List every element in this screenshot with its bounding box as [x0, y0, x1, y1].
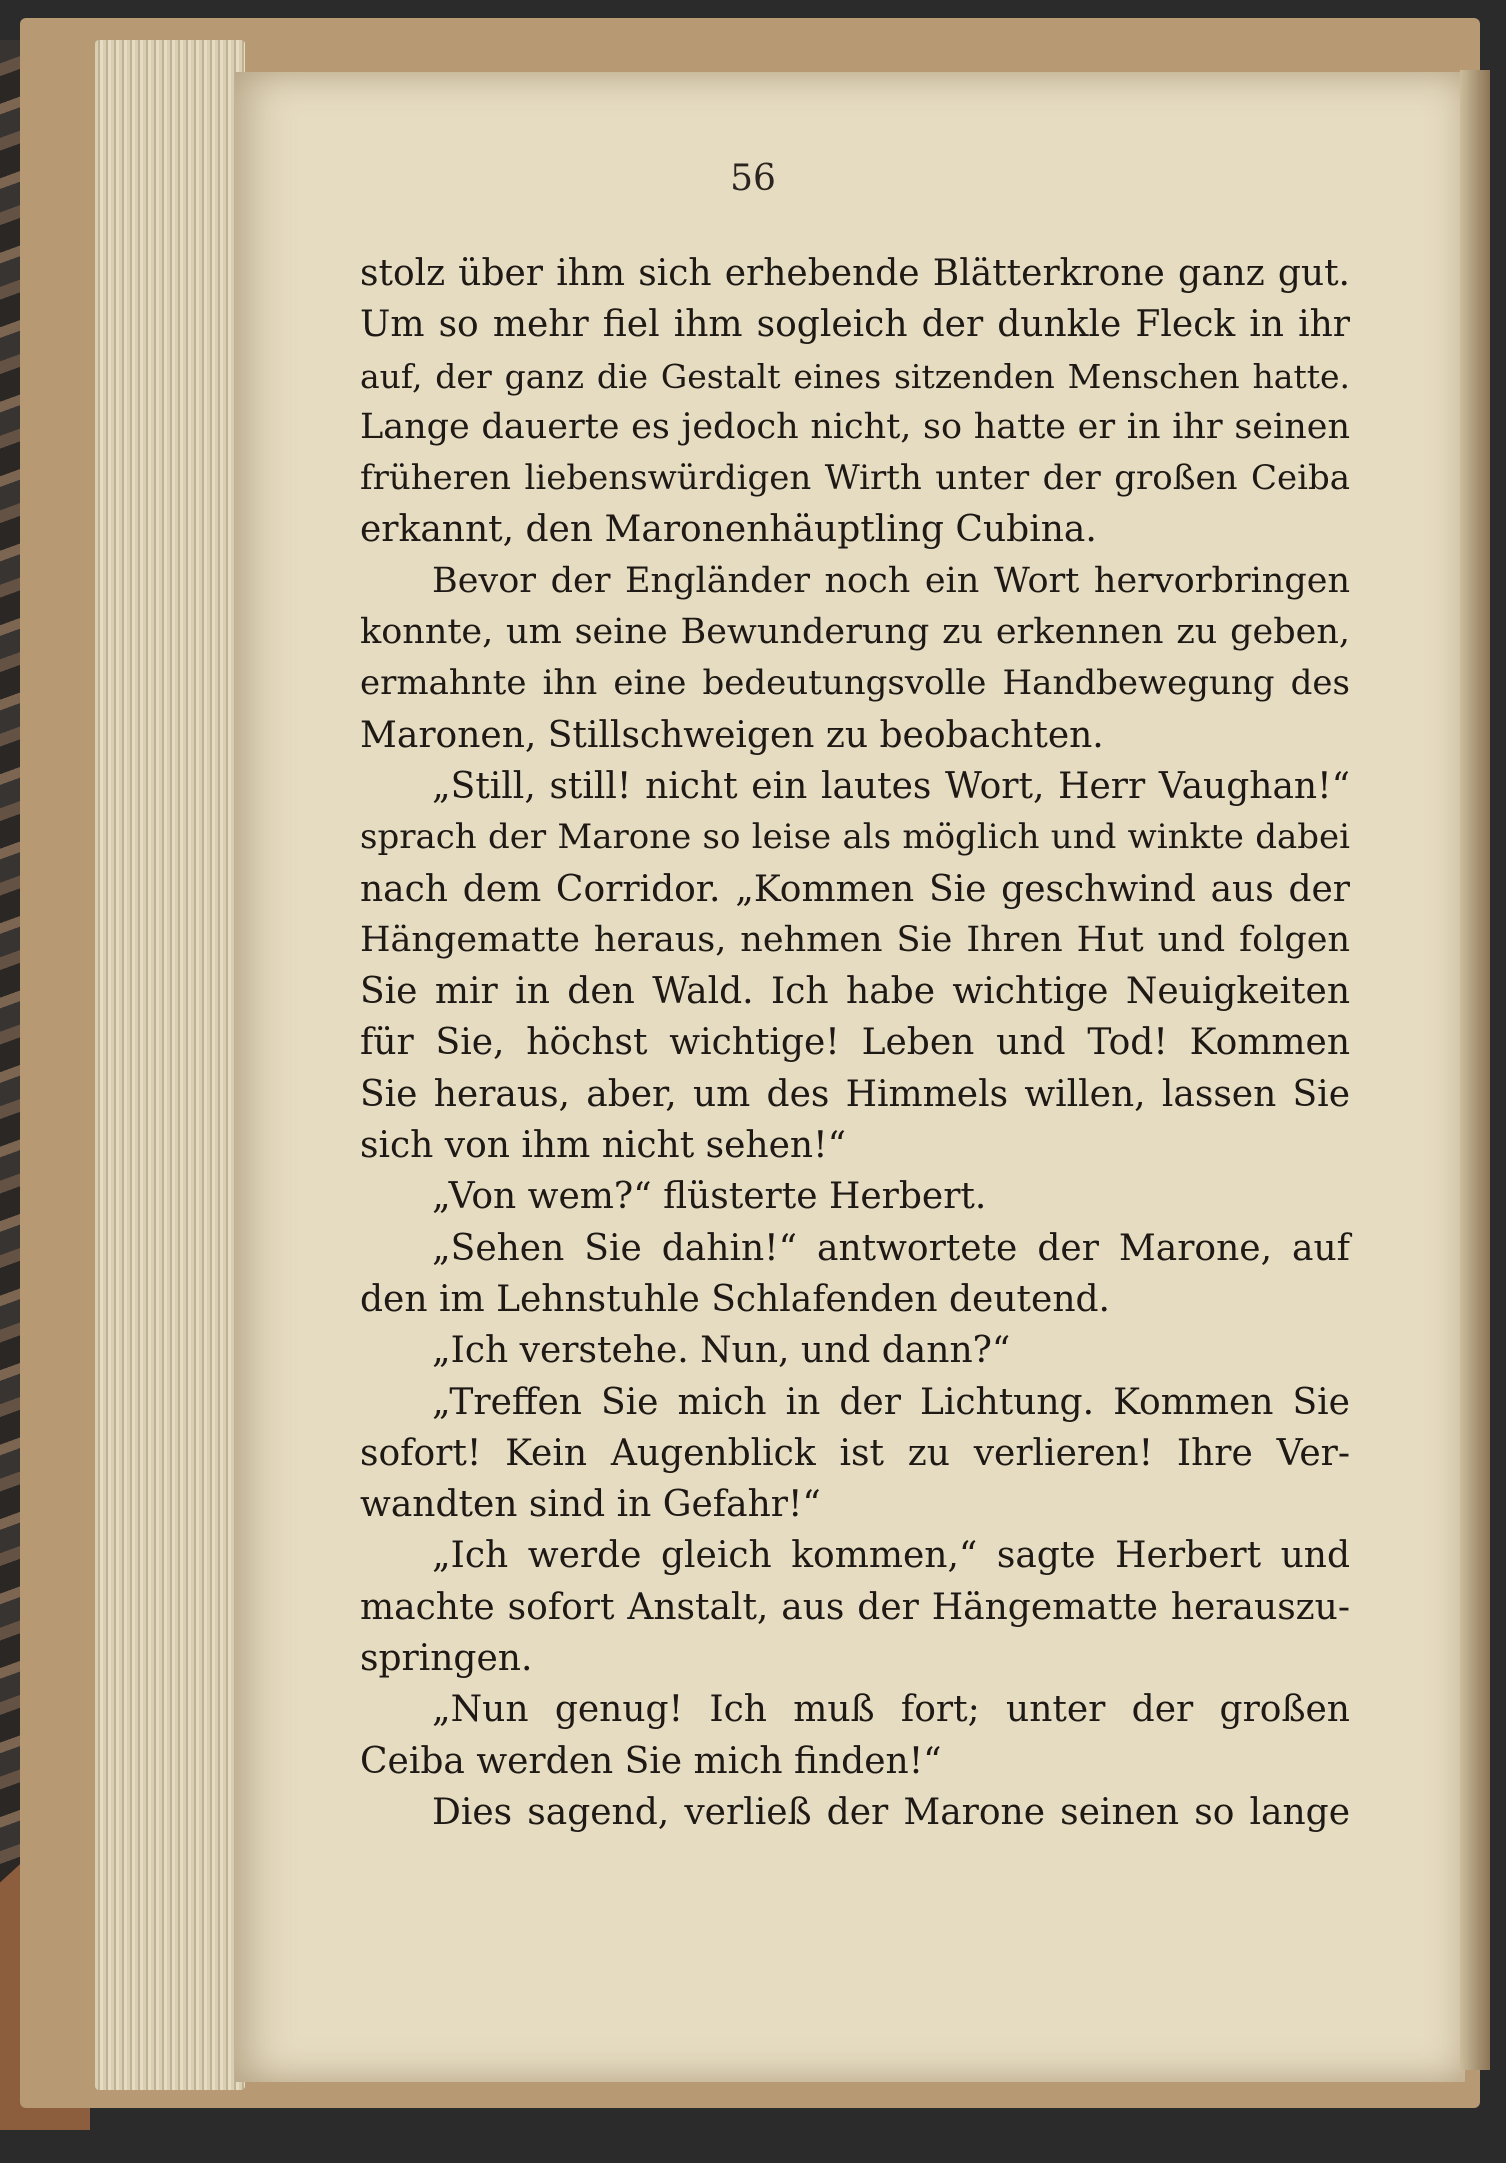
text-line: Lange dauerte es jedoch nicht, so hatte er in ihr seinen [360, 406, 1350, 447]
text-line: „Still, still! nicht ein lautes Wort, Herr Vaughan!“ [432, 765, 1350, 807]
text-line: Sie heraus, aber, um des Himmels willen, lassen Sie [360, 1073, 1350, 1115]
text-line: „Nun genug! Ich muß fort; unter der großen [432, 1689, 1350, 1731]
text-line: Ceiba werden Sie mich finden!“ [360, 1740, 942, 1782]
text-line: konnte, um seine Bewunderung zu erkennen zu geben, [360, 612, 1350, 653]
text-line: den im Lehnstuhle Schlafenden deutend. [360, 1278, 1110, 1320]
text-line: wandten sind in Gefahr!“ [360, 1484, 821, 1526]
page-text [360, 248, 1350, 1838]
text-line: auf, der ganz die Gestalt eines sitzenden Menschen hatte. [360, 356, 1350, 396]
text-line: sich von ihm nicht sehen!“ [360, 1125, 846, 1167]
text-line: früheren liebenswürdigen Wirth unter der großen Ceiba [360, 458, 1350, 499]
text-line: nach dem Corridor. „Kommen Sie geschwind aus der [360, 868, 1350, 910]
text-line: Dies sagend, verließ der Marone seinen so lange [432, 1791, 1350, 1833]
text-line: „Treffen Sie mich in der Lichtung. Kommen Sie [432, 1381, 1350, 1423]
text-line: springen. [360, 1638, 533, 1680]
text-line: stolz über ihm sich erhebende Blätterkrone ganz gut. [360, 253, 1350, 294]
text-line: Maronen, Stillschweigen zu beobachten. [360, 714, 1104, 756]
page-number: 56 [730, 158, 776, 199]
text-line: „Ich verstehe. Nun, und dann?“ [432, 1330, 1011, 1372]
text-line: Bevor der Engländer noch ein Wort hervorbringen [432, 560, 1350, 601]
text-line: Sie mir in den Wald. Ich habe wichtige Neuigkeiten [360, 971, 1350, 1013]
text-line: erkannt, den Maronenhäuptling Cubina. [360, 509, 1097, 551]
text-line: Um so mehr fiel ihm sogleich der dunkle Fleck in ihr [360, 304, 1350, 346]
text-line: Hängematte heraus, nehmen Sie Ihren Hut und folgen [360, 919, 1350, 960]
page-right-edge [1460, 70, 1490, 2070]
text-line: machte sofort Anstalt, aus der Hängematte herauszu- [360, 1586, 1350, 1628]
page-edges [95, 40, 245, 2090]
text-line: sprach der Marone so leise als möglich und winkte dabei [360, 817, 1350, 858]
text-line: für Sie, höchst wichtige! Leben und Tod! Kommen [360, 1022, 1350, 1064]
text-line: sofort! Kein Augenblick ist zu verlieren! Ihre Ver- [360, 1432, 1350, 1474]
text-line: „Von wem?“ flüsterte Herbert. [432, 1176, 987, 1218]
text-line: „Sehen Sie dahin!“ antwortete der Marone, auf [432, 1227, 1350, 1269]
text-line: „Ich werde gleich kommen,“ sagte Herbert und [432, 1535, 1350, 1577]
text-line: ermahnte ihn eine bedeutungsvolle Handbewegung des [360, 663, 1350, 704]
